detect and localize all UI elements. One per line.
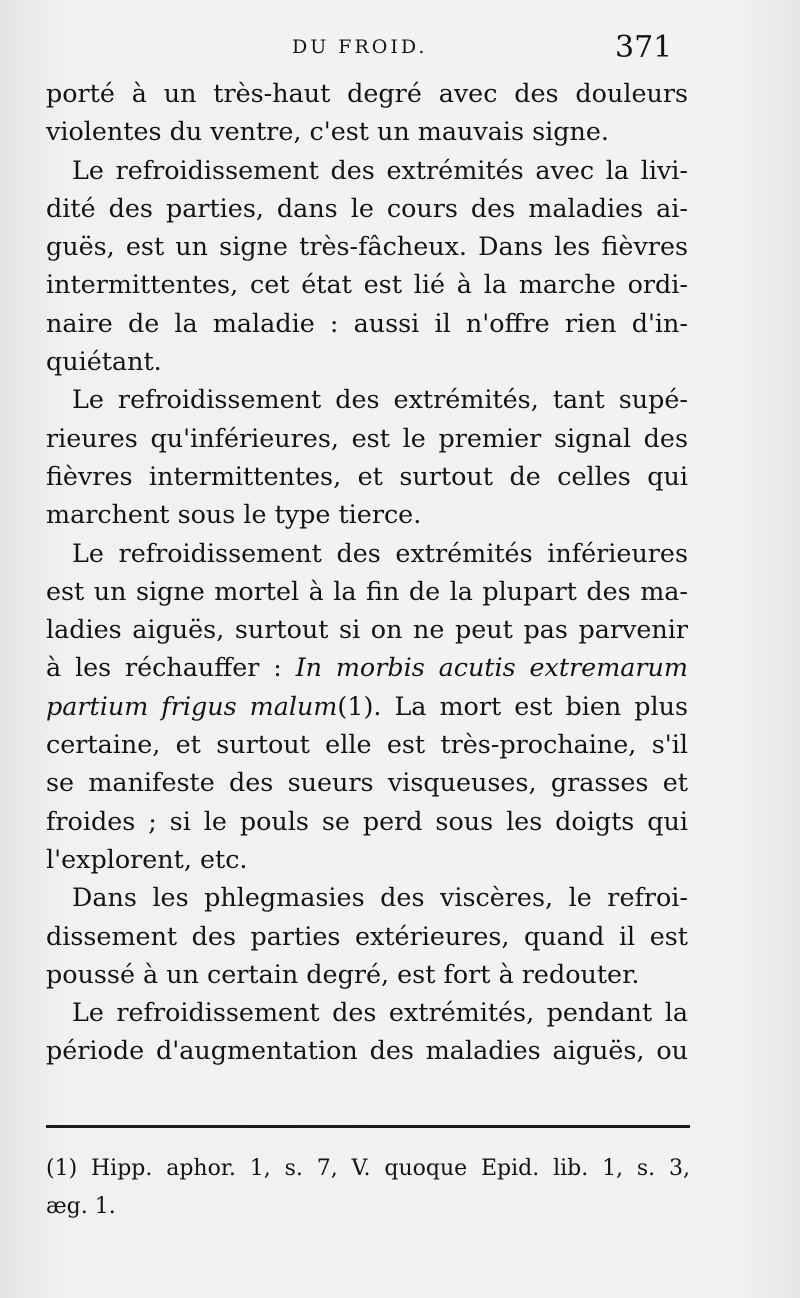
text-line xyxy=(46,955,688,993)
text-line xyxy=(46,1031,688,1069)
text-run: Dans les phlegmasies des viscères, le refroi- xyxy=(72,882,688,913)
text-run: naire de la maladie : aussi il n'offre rien d'in- xyxy=(46,307,688,338)
text-line xyxy=(46,687,688,725)
text-line xyxy=(46,74,688,112)
text-run: froides ; si le pouls se perd sous les doigts qui xyxy=(46,805,688,836)
text-run: Le refroidissement des extrémités, tant supé- xyxy=(72,384,688,415)
body-text xyxy=(46,74,688,1070)
footnote xyxy=(46,1150,690,1226)
text-line xyxy=(46,419,688,457)
text-run: poussé à un certain degré, est fort à redouter. xyxy=(46,958,640,989)
text-run: marchent sous le type tierce. xyxy=(46,499,422,530)
text-run: guës, est un signe très-fâcheux. Dans les fièvres xyxy=(46,231,688,262)
text-run: se manifeste des sueurs visqueuses, grasses et xyxy=(46,767,688,798)
text-line xyxy=(46,763,688,801)
text-run: est un signe mortel à la fin de la plupart des ma- xyxy=(46,575,688,606)
text-run: dité des parties, dans le cours des maladies ai- xyxy=(46,192,688,223)
text-run: l'explorent, etc. xyxy=(46,843,248,874)
text-line xyxy=(46,725,688,763)
text-run: violentes du ventre, c'est un mauvais signe. xyxy=(46,116,609,147)
text-line xyxy=(46,802,688,840)
page-number: 371 xyxy=(615,30,673,65)
text-line xyxy=(46,648,688,686)
text-line xyxy=(46,342,688,380)
text-line xyxy=(46,457,688,495)
footnote-line: æg. 1. xyxy=(46,1194,116,1219)
text-run: intermittentes, cet état est lié à la marche ordi- xyxy=(46,269,688,300)
text-line xyxy=(46,380,688,418)
text-line xyxy=(46,610,688,648)
text-line xyxy=(46,840,688,878)
text-run: Le refroidissement des extrémités avec la livi- xyxy=(72,154,688,185)
text-line xyxy=(46,151,688,189)
italic-run: partium frigus malum xyxy=(46,690,338,721)
text-line xyxy=(46,495,688,533)
text-run: Le refroidissement des extrémités, pendant la xyxy=(72,997,688,1028)
text-line xyxy=(46,265,688,303)
text-line xyxy=(46,534,688,572)
text-line xyxy=(46,189,688,227)
text-run: (1). La mort est bien plus xyxy=(337,690,688,721)
text-run: certaine, et surtout elle est très-prochaine, s'il xyxy=(46,729,688,760)
text-run: période d'augmentation des maladies aiguës, ou xyxy=(46,1035,688,1066)
text-run: à les réchauffer : xyxy=(46,652,296,683)
text-line xyxy=(46,572,688,610)
footnote-line: (1) Hipp. aphor. 1, s. 7, V. quoque Epid. lib. 1, s. 3, xyxy=(46,1156,690,1181)
text-line xyxy=(46,878,688,916)
text-line xyxy=(46,112,688,150)
text-run: porté à un très-haut degré avec des douleurs xyxy=(46,78,688,108)
text-run: fièvres intermittentes, et surtout de celles qui xyxy=(46,460,688,491)
text-run: rieures qu'inférieures, est le premier signal des xyxy=(46,422,688,453)
text-line xyxy=(46,304,688,342)
text-line xyxy=(46,917,688,955)
text-line xyxy=(46,227,688,265)
text-run: dissement des parties extérieures, quand il est xyxy=(46,920,688,951)
text-line xyxy=(46,993,688,1031)
text-run: quiétant. xyxy=(46,346,162,377)
page-header xyxy=(0,30,800,70)
text-run: Le refroidissement des extrémités inférieures xyxy=(72,537,688,568)
italic-run: In morbis acutis extremarum xyxy=(295,652,688,683)
text-run: ladies aiguës, surtout si on ne peut pas parvenir xyxy=(46,614,688,645)
running-head: DU FROID. xyxy=(292,36,428,58)
footnote-rule xyxy=(46,1125,690,1128)
